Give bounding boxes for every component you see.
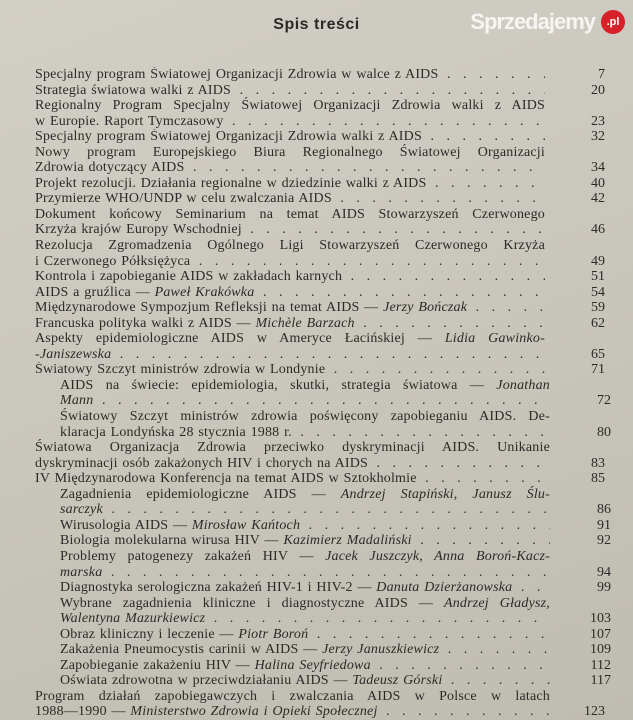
page-number: 107 (590, 626, 611, 642)
entry-text (35, 456, 550, 472)
entry-title: Diagnostyka serologiczna zakażeń HIV-1 i HIV-2 — (60, 580, 377, 596)
entry-text (35, 254, 545, 270)
toc-line (0, 425, 633, 441)
entry-author: Andrzej Gładysz, (443, 595, 550, 611)
toc-entry (0, 518, 633, 534)
toc-line (0, 533, 633, 549)
entry-author: Mann (60, 393, 94, 409)
entry-text (35, 145, 545, 161)
toc-line (0, 642, 633, 658)
page-number: 65 (591, 346, 605, 362)
entry-text (60, 642, 550, 658)
toc-line (0, 238, 633, 254)
entry-text (60, 393, 550, 409)
page-number: 86 (597, 502, 611, 518)
entry-title: Światowy Szczyt ministrów zdrowia w Londynie (35, 362, 326, 378)
entry-title: Biologia molekularna wirusa HIV — (60, 533, 284, 549)
entry-title: Kontrola i zapobieganie AIDS w zakładach karnych (35, 269, 343, 285)
toc-line (0, 207, 633, 223)
toc-entry (0, 145, 633, 176)
toc-entry (0, 658, 633, 674)
toc-entry (0, 67, 633, 83)
entry-title: IV Międzynarodowa Konferencja na temat AIDS w Sztokholmie (35, 471, 417, 487)
entry-text (60, 580, 550, 596)
toc-entry (0, 269, 633, 285)
toc-entry (0, 580, 633, 596)
toc-entry (0, 596, 633, 627)
toc-entry (0, 440, 633, 471)
entry-title: Wirusologia AIDS — (60, 517, 192, 533)
entry-author: Ministerstwo Zdrowia i Opieki Społecznej (130, 704, 378, 720)
entry-text (35, 160, 545, 176)
entry-title: Oświata zdrowotna w przeciwdziałaniu AIDS — (60, 673, 353, 689)
toc-line (0, 300, 633, 316)
entry-text (60, 533, 550, 549)
entry-text (60, 658, 550, 674)
entry-title: 1988—1990 — (35, 704, 131, 720)
entry-title: Projekt rezolucji. Działania regionalne w dziedzinie walki z AIDS (35, 175, 427, 191)
entry-title: Strategia światowa walki z AIDS (35, 82, 232, 98)
page-number: 72 (597, 393, 611, 409)
entry-text (35, 269, 545, 285)
entry-title: Zapobieganie zakażeniu HIV — (60, 657, 255, 673)
page-number: 92 (597, 533, 611, 549)
page-number: 94 (597, 564, 611, 580)
entry-title: Wybrane zagadnienia kliniczne i diagnostyczne AIDS — (60, 595, 444, 611)
entry-title: Specjalny program Światowej Organizacji Zdrowia w walce z AIDS (35, 67, 439, 82)
page-number: 46 (591, 222, 605, 238)
toc-entry (0, 362, 633, 378)
entry-author: marska (60, 564, 103, 580)
page-number: 91 (597, 517, 611, 533)
entry-text (35, 689, 550, 705)
entry-author: Tadeusz Górski (352, 673, 443, 689)
entry-text (35, 285, 545, 301)
entry-text (35, 83, 545, 99)
entry-text (60, 518, 550, 534)
table-of-contents (0, 67, 633, 720)
entry-author: Walentyna Mazurkiewicz (60, 611, 206, 627)
entry-text (35, 114, 545, 130)
toc-entry (0, 316, 633, 332)
entry-text (60, 627, 550, 643)
toc-line (0, 129, 633, 145)
entry-text (60, 425, 550, 441)
entry-title: AIDS a gruźlica — (35, 284, 155, 300)
page-number: 123 (584, 704, 605, 720)
toc-line (0, 673, 633, 689)
toc-line (0, 378, 633, 394)
entry-text (35, 331, 545, 347)
entry-text (35, 362, 545, 378)
toc-line (0, 689, 633, 705)
entry-title: Krzyża krajów Europy Wschodniej (35, 222, 242, 238)
toc-line (0, 565, 633, 581)
toc-entry (0, 642, 633, 658)
toc-line (0, 658, 633, 674)
page-number: 62 (591, 315, 605, 331)
entry-author: -Janiszewska (35, 346, 112, 362)
entry-title: Aspekty epidemiologiczne AIDS w Ameryce Łacińskiej — (35, 331, 445, 347)
page-number: 83 (591, 455, 605, 471)
toc-line (0, 518, 633, 534)
toc-line (0, 487, 633, 503)
entry-text (35, 471, 545, 487)
toc-line (0, 393, 633, 409)
toc-line (0, 145, 633, 161)
entry-text (60, 549, 550, 565)
entry-title: Obraz kliniczny i leczenie — (60, 626, 239, 642)
entry-title: Zagadnienia epidemiologiczne AIDS — (60, 486, 341, 502)
toc-line (0, 114, 633, 130)
toc-entry (0, 627, 633, 643)
page-number: 103 (590, 611, 611, 627)
entry-text (35, 98, 545, 114)
entry-author: Kazimierz Madaliński (283, 533, 412, 549)
toc-entry (0, 471, 633, 487)
entry-text (60, 487, 550, 503)
page-number: 40 (591, 175, 605, 191)
entry-text (60, 596, 550, 612)
entry-text (60, 378, 550, 394)
toc-line (0, 362, 633, 378)
watermark: Sprzedajemy (470, 9, 595, 34)
toc-entry (0, 300, 633, 316)
toc-line (0, 611, 633, 627)
toc-entry (0, 331, 633, 362)
entry-text (60, 409, 550, 425)
toc-entry (0, 285, 633, 301)
page-number: 80 (597, 424, 611, 440)
toc-line (0, 160, 633, 176)
toc-line (0, 98, 633, 114)
entry-title: i Czerwonego Półksiężyca (35, 253, 191, 269)
entry-title: AIDS na świecie: epidemiologia, skutki, strategia światowa — (60, 377, 497, 393)
toc-line (0, 285, 633, 301)
entry-text (35, 316, 545, 332)
page-number: 7 (598, 67, 605, 82)
page-number: 99 (597, 580, 611, 596)
toc-entry (0, 409, 633, 440)
toc-line (0, 627, 633, 643)
entry-title: Zakażenia Pneumocystis carinii w AIDS — (60, 642, 323, 658)
entry-author: Halina Seyfriedowa (254, 657, 371, 673)
entry-text (35, 347, 545, 363)
page-number: 117 (590, 673, 611, 689)
toc-entry (0, 549, 633, 580)
toc-line (0, 549, 633, 565)
toc-entry (0, 129, 633, 145)
toc-entry (0, 191, 633, 207)
entry-author: Paweł Krakówka (154, 284, 255, 300)
entry-text (60, 502, 550, 518)
entry-text (35, 129, 545, 145)
entry-author: Michèle Barzach (255, 315, 355, 331)
entry-author: sarczyk (60, 502, 103, 518)
entry-author: Jonathan (496, 377, 550, 393)
toc-line (0, 254, 633, 270)
entry-text (35, 300, 545, 316)
entry-text (35, 67, 545, 83)
toc-entry (0, 207, 633, 238)
toc-line (0, 331, 633, 347)
entry-text (60, 611, 550, 627)
page-number: 109 (590, 642, 611, 658)
page-number: 59 (591, 300, 605, 316)
page-number: 85 (591, 471, 605, 487)
entry-author: Jerzy Januszkiewicz (322, 642, 440, 658)
entry-title: Dokument końcowy Seminarium na temat AIDS Stowarzyszeń Czerwonego (35, 206, 545, 222)
entry-title: Francuska polityka walki z AIDS — (35, 315, 256, 331)
toc-line (0, 176, 633, 192)
toc-entry (0, 238, 633, 269)
entry-text (35, 207, 545, 223)
page-title: Spis treści (273, 16, 360, 33)
entry-text (60, 673, 550, 689)
entry-author: Piotr Boroń (238, 626, 309, 642)
toc-line (0, 269, 633, 285)
toc-entry (0, 83, 633, 99)
entry-title: Światowa Organizacja Zdrowia przeciwko dyskryminacji AIDS. Unikanie (35, 440, 550, 456)
toc-entry (0, 673, 633, 689)
toc-line (0, 440, 633, 456)
entry-text (35, 176, 545, 192)
watermark-badge: .pl (601, 10, 625, 34)
entry-author: Mirosław Kańtoch (191, 517, 301, 533)
page-number: 32 (591, 129, 605, 145)
entry-text (35, 222, 545, 238)
toc-entry (0, 533, 633, 549)
entry-title: klaracja Londyńska 28 stycznia 1988 r. (60, 424, 292, 440)
toc-line (0, 704, 633, 720)
toc-line (0, 222, 633, 238)
entry-title: Regionalny Program Specjalny Światowej Organizacji Zdrowia walki z AIDS (35, 98, 545, 114)
page-number: 112 (590, 657, 611, 673)
entry-author: Lidia Gawinko- (444, 331, 545, 347)
entry-title: Światowy Szczyt ministrów zdrowia poświęcony zapobieganiu AIDS. De- (60, 409, 550, 425)
page-number: 54 (591, 284, 605, 300)
toc-entry (0, 378, 633, 409)
toc-line (0, 347, 633, 363)
entry-text (60, 565, 550, 581)
entry-text (35, 238, 545, 254)
toc-line (0, 596, 633, 612)
page-number: 49 (591, 253, 605, 269)
toc-entry (0, 487, 633, 518)
page-number: 23 (591, 113, 605, 129)
entry-title: dyskryminacji osób zakażonych HIV i chorych na AIDS (35, 455, 369, 471)
page-number: 51 (591, 269, 605, 285)
entry-text (35, 704, 550, 720)
toc-line (0, 456, 633, 472)
toc-line (0, 409, 633, 425)
page-number: 42 (591, 191, 605, 207)
toc-line (0, 67, 633, 83)
entry-title: w Europie. Raport Tymczasowy (35, 113, 224, 129)
entry-author: Andrzej Stapiński, Janusz Ślu- (340, 486, 550, 502)
page-number: 34 (591, 160, 605, 176)
entry-title: Zdrowia dotyczący AIDS (35, 160, 185, 176)
entry-text (35, 191, 545, 207)
toc-line (0, 502, 633, 518)
entry-author: Jacek Juszczyk, Anna Boroń-Kacz- (325, 548, 550, 564)
toc-entry (0, 689, 633, 720)
entry-title: Rezolucja Zgromadzenia Ogólnego Ligi Stowarzyszeń Czerwonego Krzyża (35, 238, 545, 254)
entry-author: Jerzy Bończak (383, 300, 468, 316)
page-number: 71 (591, 362, 605, 378)
entry-title: Problemy patogenezy zakażeń HIV — (60, 548, 326, 564)
entry-title: Specjalny program Światowej Organizacji Zdrowia walki z AIDS (35, 129, 422, 145)
toc-line (0, 191, 633, 207)
entry-title: Program działań zapobiegawczych i zwalczania AIDS w Polsce w latach (35, 688, 550, 704)
toc-entry (0, 98, 633, 129)
entry-title: Nowy program Europejskiego Biura Regionalnego Światowej Organizacji (35, 144, 545, 160)
entry-title: Międzynarodowe Sympozjum Refleksji na temat AIDS — (35, 300, 384, 316)
page-number: 20 (591, 82, 605, 98)
entry-text (35, 440, 550, 456)
toc-line (0, 580, 633, 596)
entry-author: Danuta Dzierżanowska (376, 580, 513, 596)
toc-line (0, 83, 633, 99)
toc-line (0, 316, 633, 332)
entry-title: Przymierze WHO/UNDP w celu zwalczania AIDS (35, 191, 332, 207)
toc-entry (0, 176, 633, 192)
toc-line (0, 471, 633, 487)
